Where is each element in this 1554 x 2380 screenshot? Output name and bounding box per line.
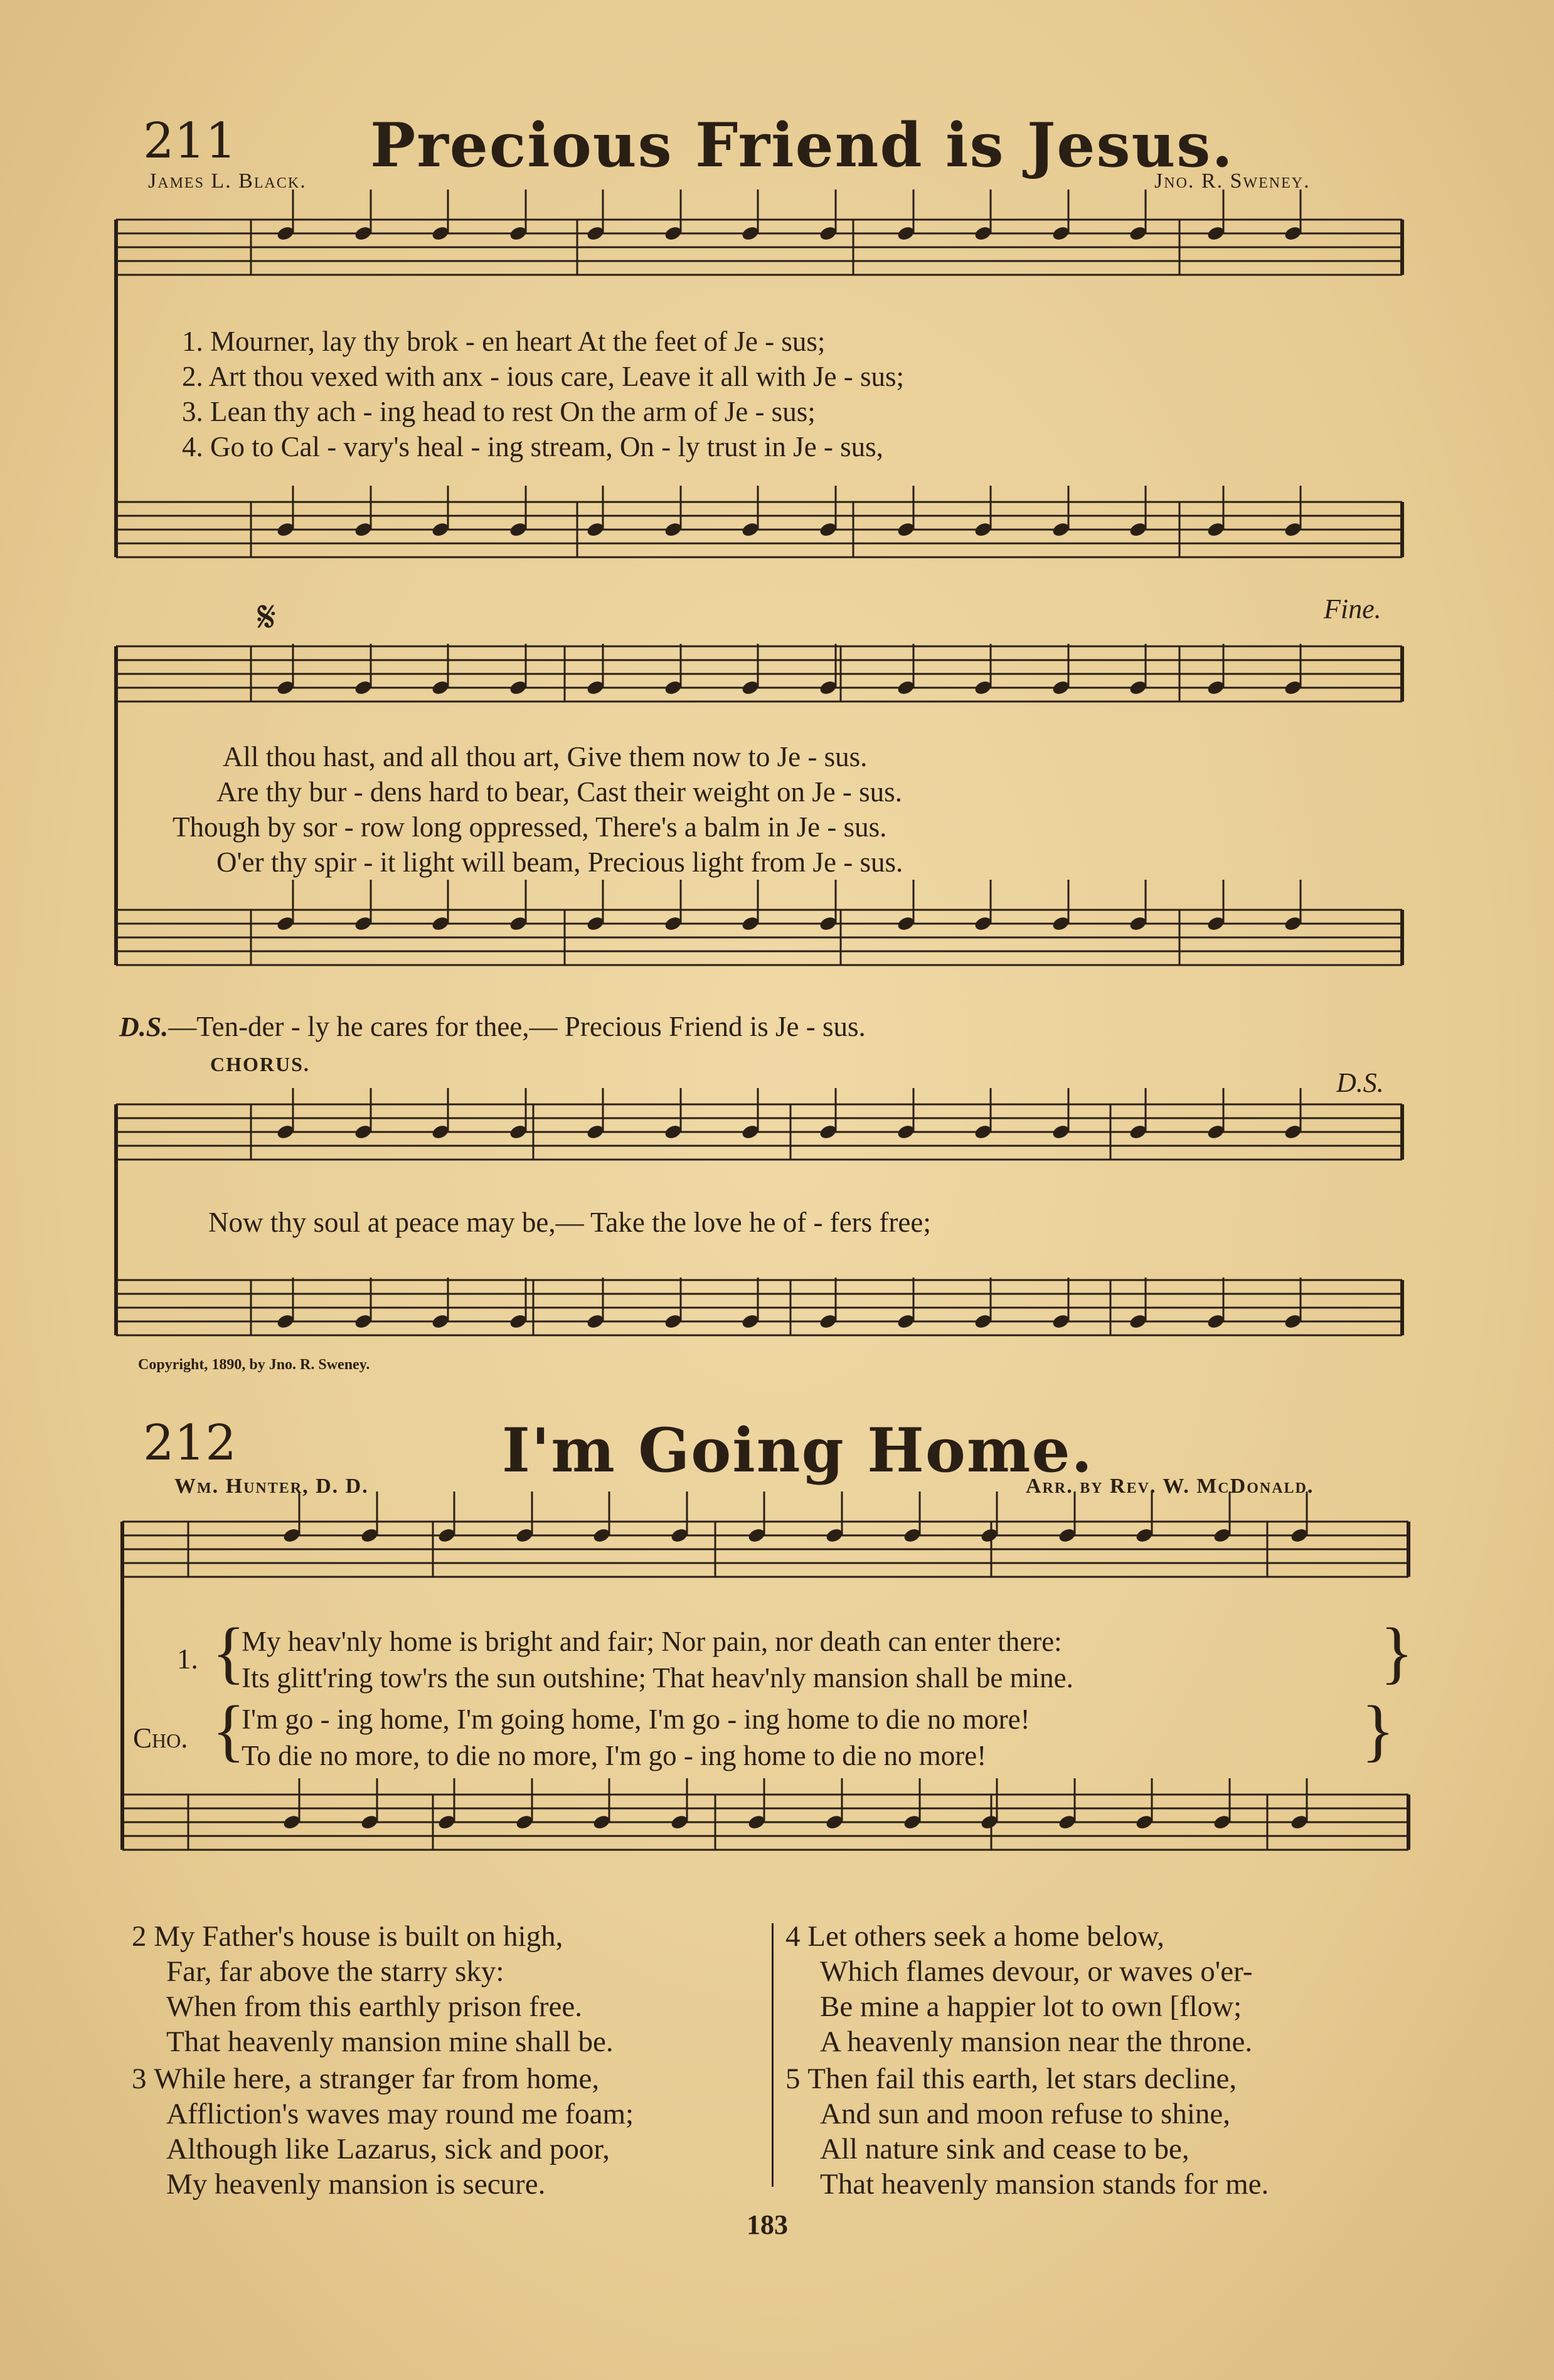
stanza-line: All nature sink and cease to be, xyxy=(820,2133,1189,2165)
hymn-211-author: James L. Black. xyxy=(148,169,307,193)
stanza-line: Affliction's waves may round me foam; xyxy=(166,2098,634,2130)
hymn-211-refrain-4: O'er thy spir - it light will beam, Precious light from Je - sus. xyxy=(216,846,903,878)
brace-right-1: } xyxy=(1380,1614,1413,1690)
brace-right-2: } xyxy=(1361,1692,1395,1768)
ds-label: D.S. xyxy=(119,1011,169,1042)
stanza-line: And sun and moon refuse to shine, xyxy=(820,2098,1230,2130)
hymn-211-refrain-1: All thou hast, and all thou art, Give them now to Je - sus. xyxy=(223,741,868,772)
stanza-number: 3 xyxy=(132,2062,147,2095)
hymn-212-author: Wm. Hunter, D. D. xyxy=(174,1475,369,1498)
hymn-211-verse-4: 4. Go to Cal - vary's heal - ing stream, On - ly trust in Je - sus, xyxy=(182,431,883,462)
stanza-line: Let others seek a home below, xyxy=(807,1920,1164,1953)
hymn-212-title: I'm Going Home. xyxy=(502,1415,1094,1486)
stanza-line: That heavenly mansion stands for me. xyxy=(820,2168,1269,2201)
hymn-212-arranger: Arr. by Rev. W. McDonald. xyxy=(1026,1475,1314,1498)
page-number: 183 xyxy=(747,2209,788,2240)
brace-left-2: { xyxy=(212,1692,245,1768)
stanza-4 xyxy=(785,1919,1253,2059)
hymn-211-refrain-3: Though by sor - row long oppressed, There's a balm in Je - sus. xyxy=(173,811,887,843)
stanza-line: While here, a stranger far from home, xyxy=(154,2062,600,2095)
hymn-211-composer: Jno. R. Sweney. xyxy=(1154,169,1311,193)
stanza-line: That heavenly mansion mine shall be. xyxy=(166,2025,614,2058)
stanza-line: A heavenly mansion near the throne. xyxy=(820,2025,1253,2058)
ds-text: —Ten-der - ly he cares for thee,— Precious Friend is Je - sus. xyxy=(168,1011,866,1042)
copyright: Copyright, 1890, by Jno. R. Sweney. xyxy=(138,1357,370,1373)
fine-mark: Fine. xyxy=(1324,594,1381,624)
stanza-2 xyxy=(132,1919,614,2059)
hymn-212-number: 212 xyxy=(143,1415,237,1471)
hymn-211-number: 211 xyxy=(143,113,237,169)
hymn-211-verse-3: 3. Lean thy ach - ing head to rest On the arm of Je - sus; xyxy=(182,396,816,427)
hymn-211-title: Precious Friend is Jesus. xyxy=(370,110,1234,181)
hymn-212-chorus-line-2: To die no more, to die no more, I'm go - ing home to die no more! xyxy=(242,1740,987,1771)
ds-line xyxy=(119,1010,866,1043)
hymn-212-verse-line-2: Its glitt'ring tow'rs the sun outshine; That heav'nly mansion shall be mine. xyxy=(242,1662,1073,1694)
stanza-number: 2 xyxy=(132,1920,147,1953)
stanza-line: Far, far above the starry sky: xyxy=(166,1955,504,1988)
hymn-212-verse-number: 1. xyxy=(177,1643,198,1675)
hymn-211-verse-1: 1. Mourner, lay thy brok - en heart At the feet of Je - sus; xyxy=(182,326,826,357)
cho-label: Cho. xyxy=(133,1722,188,1754)
stanza-3 xyxy=(132,2061,634,2202)
stanza-number: 4 xyxy=(785,1920,801,1953)
stanza-divider xyxy=(772,1923,774,2187)
ds-end-mark: D.S. xyxy=(1336,1067,1384,1098)
stanza-line: Which flames devour, or waves o'er- xyxy=(820,1955,1253,1988)
stanza-line: Then fail this earth, let stars decline, xyxy=(807,2062,1237,2095)
chorus-label: CHORUS. xyxy=(210,1053,310,1075)
stanza-line: My Father's house is built on high, xyxy=(154,1920,563,1953)
segno-sign: 𝄋 xyxy=(257,594,277,642)
stanza-line: Be mine a happier lot to own [flow; xyxy=(820,1990,1242,2023)
brace-left-1: { xyxy=(212,1614,245,1690)
stanza-number: 5 xyxy=(785,2062,801,2095)
stanza-line: Although like Lazarus, sick and poor, xyxy=(166,2133,610,2165)
hymn-212-verse-line-1: My heav'nly home is bright and fair; Nor pain, nor death can enter there: xyxy=(242,1626,1062,1657)
hymn-211-verse-2: 2. Art thou vexed with anx - ious care, Leave it all with Je - sus; xyxy=(182,361,904,392)
stanza-line: My heavenly mansion is secure. xyxy=(166,2168,546,2201)
stanza-line: When from this earthly prison free. xyxy=(166,1990,583,2023)
chorus-lyric: Now thy soul at peace may be,— Take the love he of - fers free; xyxy=(208,1207,931,1238)
hymn-211-refrain-2: Are thy bur - dens hard to bear, Cast their weight on Je - sus. xyxy=(216,776,902,808)
hymn-212-chorus-line-1: I'm go - ing home, I'm going home, I'm go - ing home to die no more! xyxy=(242,1704,1030,1735)
stanza-5 xyxy=(785,2061,1269,2202)
